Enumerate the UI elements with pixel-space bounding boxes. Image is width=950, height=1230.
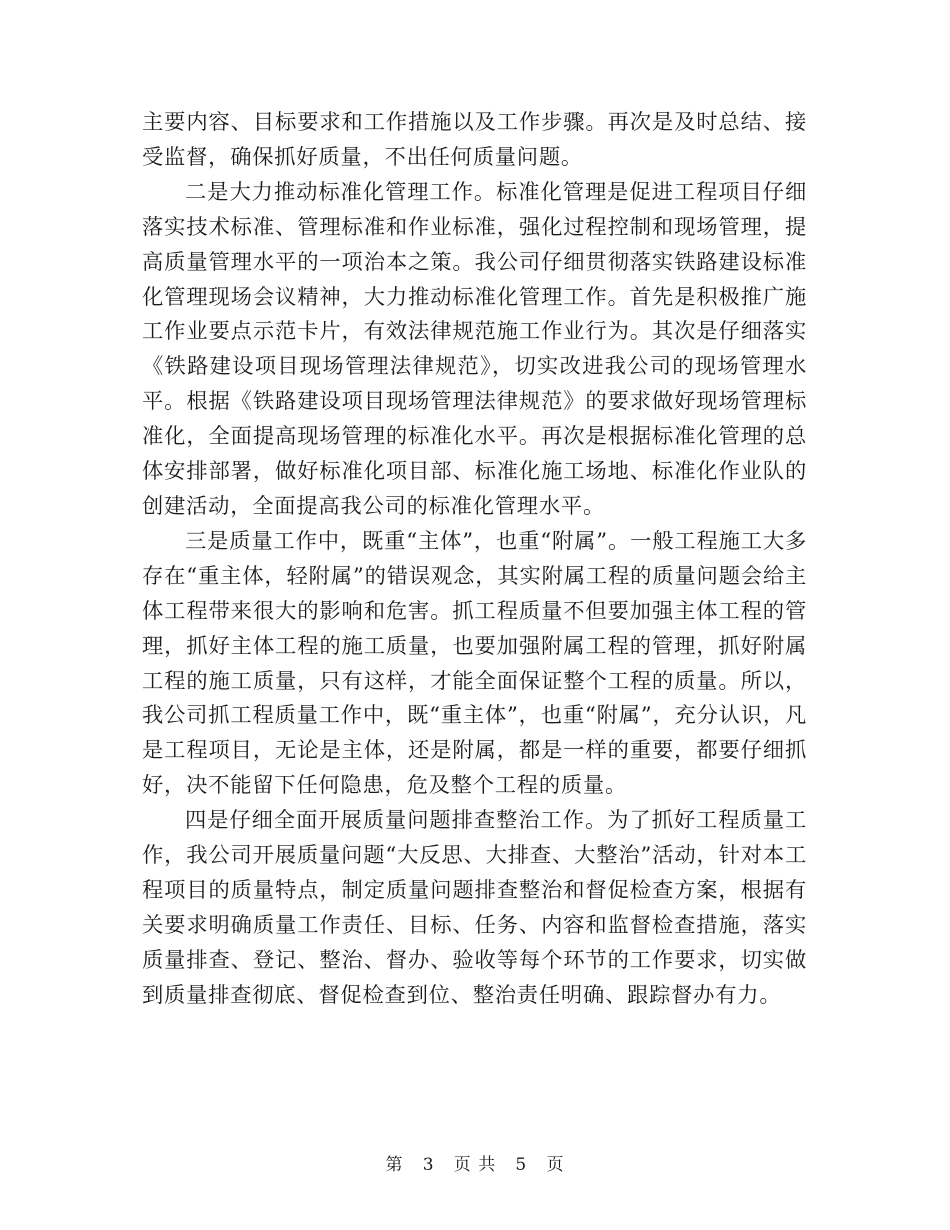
document-body [142, 106, 807, 1014]
paragraph-standardization: 二是大力推动标准化管理工作。标准化管理是促进工程项目仔细落实技术标准、管理标准和作业标准，强化过程控制和现场管理，提高质量管理水平的一项治本之策。我公司仔细贯彻落实铁路建设标准化管理现场会议精神，大力推动标准化管理工作。首先是积极推广施工作业要点示范卡片，有效法律规范施工作业行为。其次是仔细落实《铁路建设项目现场管理法律规范》，切实改进我公司的现场管理水平。根据《铁路建设项目现场管理法律规范》的要求做好现场管理标准化，全面提高现场管理的标准化水平。再次是根据标准化管理的总体安排部署，做好标准化项目部、标准化施工场地、标准化作业队的创建活动，全面提高我公司的标准化管理水平。 [142, 179, 807, 519]
footer-prefix: 第 [385, 1155, 404, 1175]
current-page-number: 3 [422, 1155, 435, 1175]
page-footer [0, 1150, 950, 1175]
total-page-number: 5 [515, 1155, 528, 1175]
paragraph-continuation: 主要内容、目标要求和工作措施以及工作步骤。再次是及时总结、接受监督，确保抓好质量，不出任何质量问题。 [142, 110, 807, 170]
paragraph-quality-inspection: 四是仔细全面开展质量问题排查整治工作。为了抓好工程质量工作，我公司开展质量问题“大反思、大排查、大整治”活动，针对本工程项目的质量特点，制定质量问题排查整治和督促检查方案，根据有关要求明确质量工作责任、目标、任务、内容和监督检查措施，落实质量排查、登记、整治、督办、验收等每个环节的工作要求，切实做到质量排查彻底、督促检查到位、整治责任明确、跟踪督办有力。 [142, 808, 807, 1008]
paragraph-main-and-auxiliary: 三是质量工作中，既重“主体”，也重“附属”。一般工程施工大多存在“重主体，轻附属”的错误观念，其实附属工程的质量问题会给主体工程带来很大的影响和危害。抓工程质量不但要加强主体工程的管理，抓好主体工程的施工质量，也要加强附属工程的管理，抓好附属工程的施工质量，只有这样，才能全面保证整个工程的质量。所以，我公司抓工程质量工作中，既“重主体”，也重“附属”，充分认识，凡是工程项目，无论是主体，还是附属，都是一样的重要，都要仔细抓好，决不能留下任何隐患，危及整个工程的质量。 [142, 528, 807, 799]
footer-suffix: 页 [546, 1155, 565, 1175]
footer-middle: 页 共 [453, 1155, 497, 1175]
